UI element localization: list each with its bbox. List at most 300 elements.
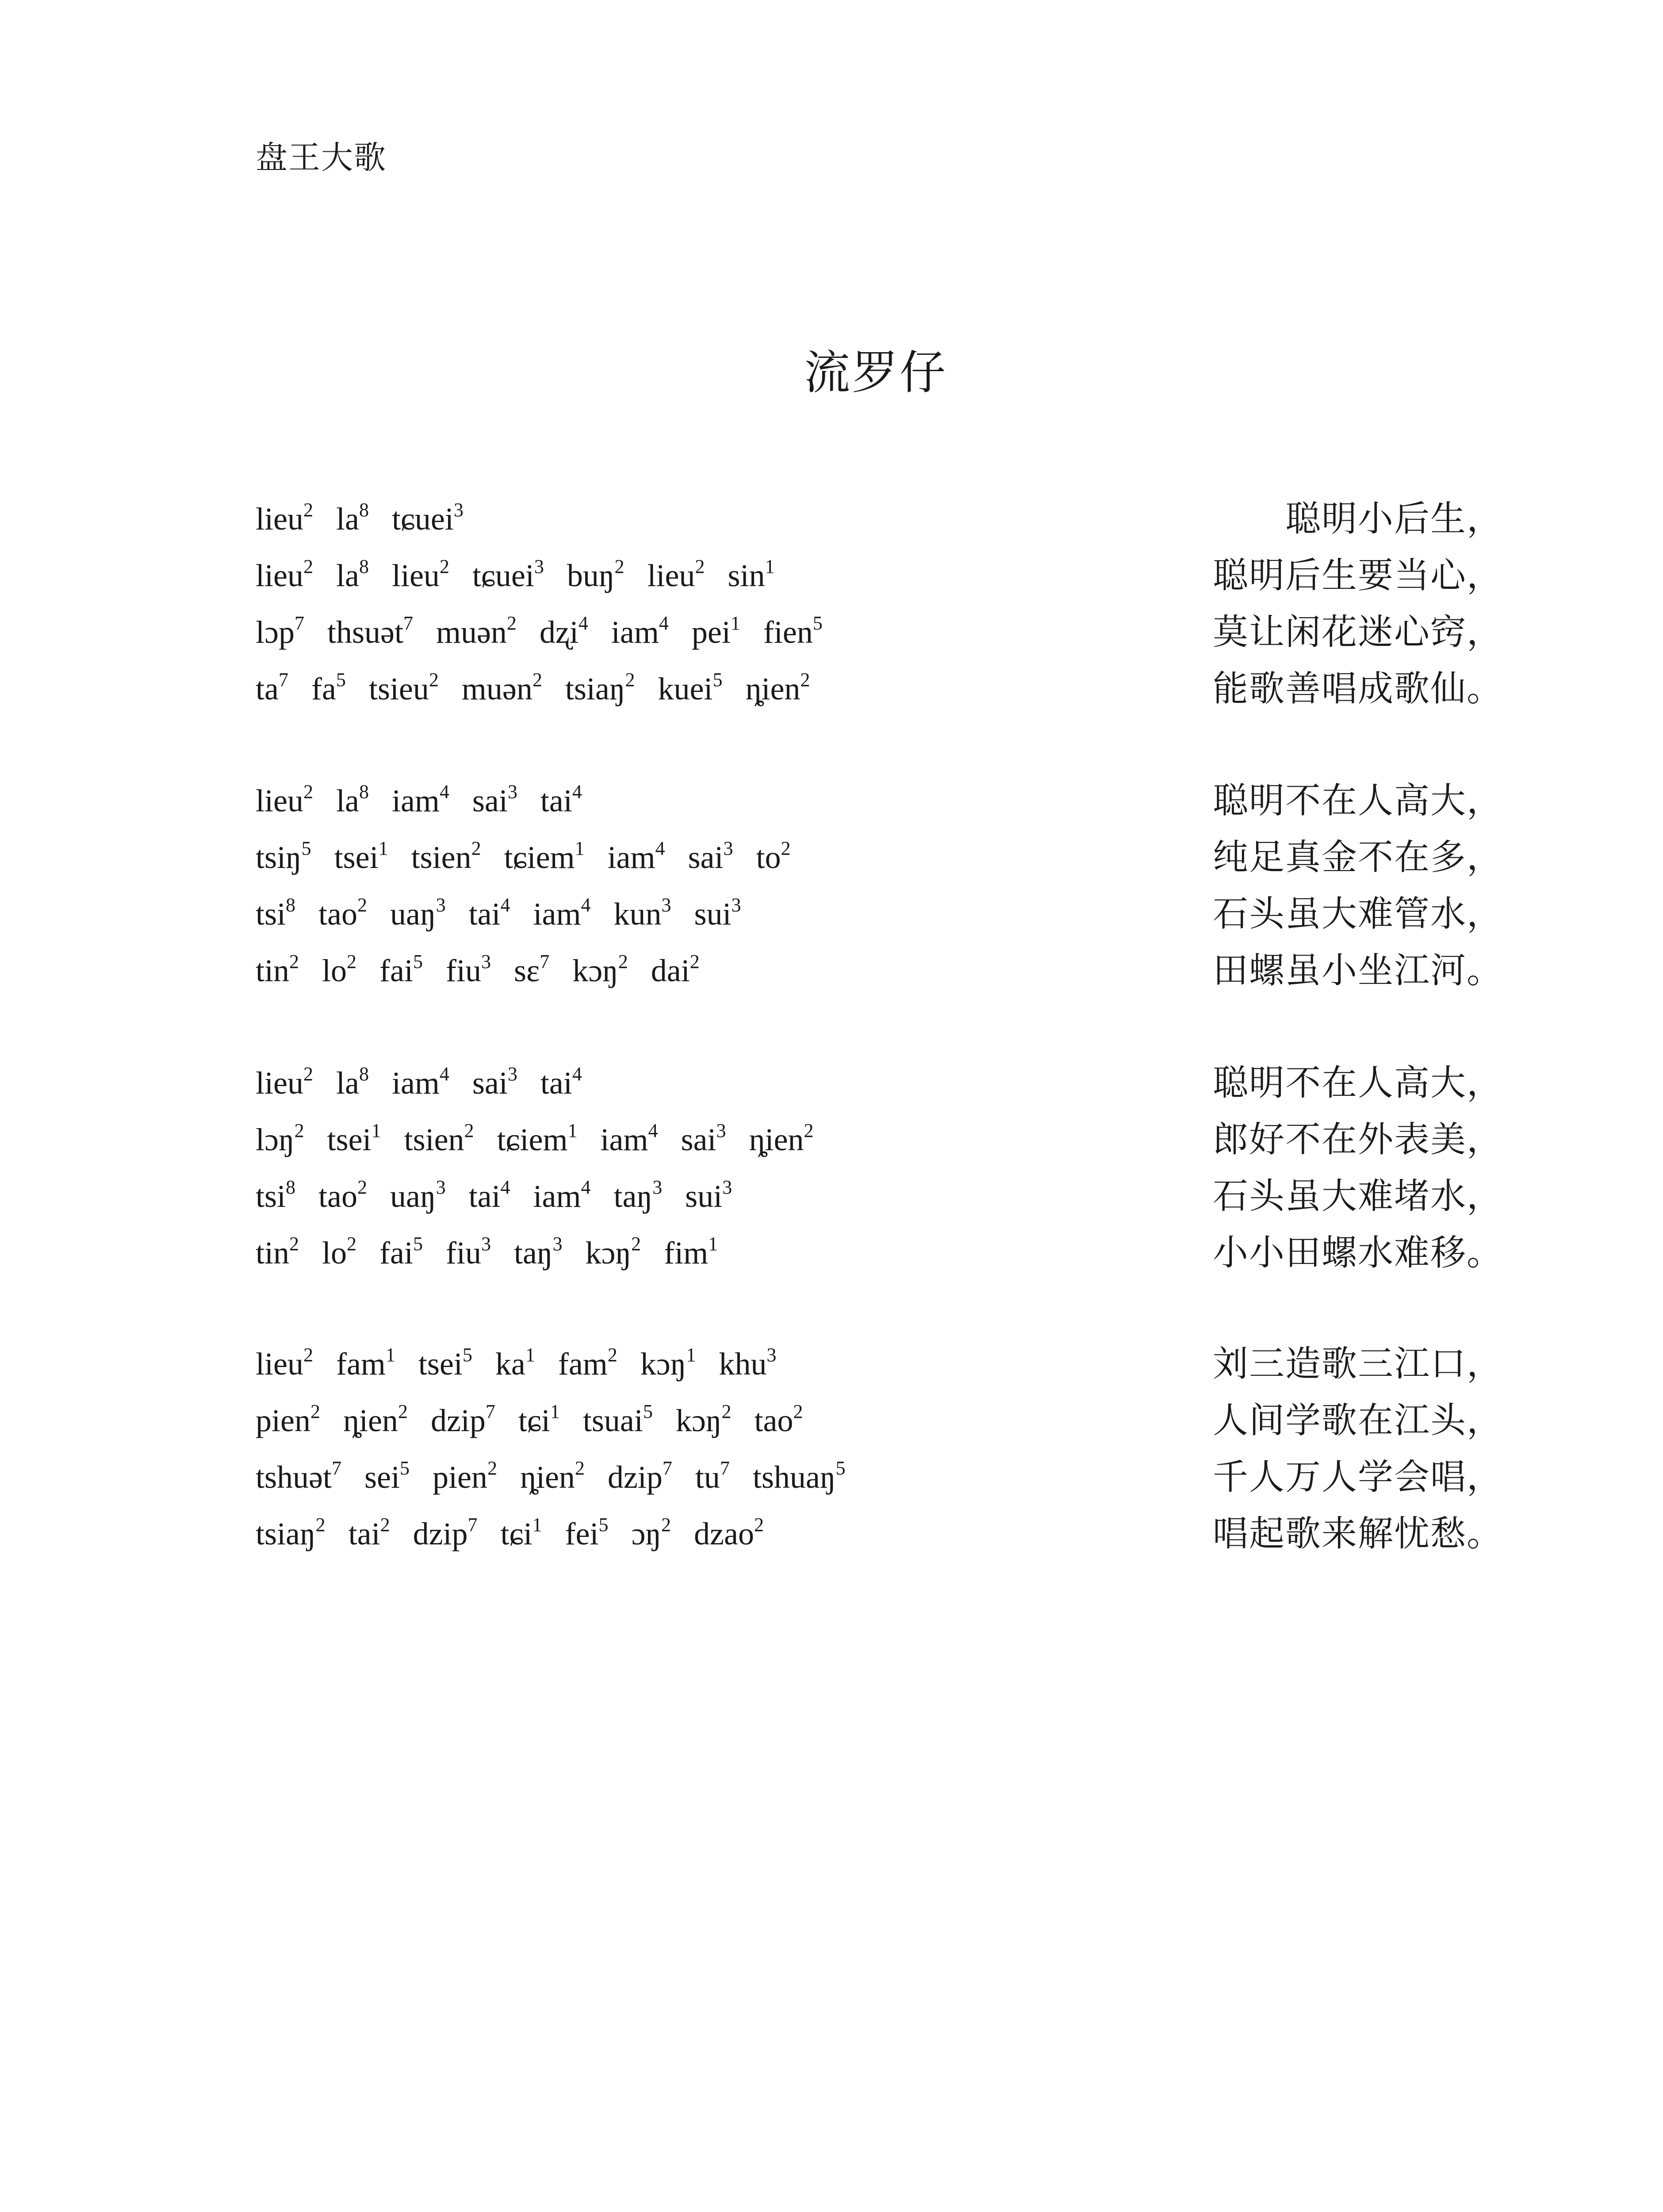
stanza [256, 780, 1503, 1006]
verse-line [256, 780, 1503, 836]
romanization-line [256, 1232, 741, 1274]
syllable [349, 1516, 390, 1551]
syllable-text: tin [256, 953, 290, 988]
verse-line [256, 893, 1503, 949]
syllable [436, 614, 517, 650]
syllable-text: lieu [256, 1065, 303, 1101]
syllable [256, 501, 313, 537]
syllable [614, 896, 671, 932]
tone-number: 4 [581, 894, 591, 916]
tone-number: 2 [357, 894, 367, 916]
tone-number: 2 [310, 1401, 320, 1422]
tone-number: 2 [625, 669, 635, 691]
chinese-translation-line: 田螺虽小坐江河。 [1213, 950, 1503, 991]
romanization-line [256, 780, 605, 822]
syllable [369, 671, 439, 707]
tone-number: 2 [380, 1514, 390, 1536]
syllable-text: sin [728, 558, 765, 593]
syllable [497, 1122, 578, 1157]
syllable [336, 783, 369, 818]
syllable [256, 1065, 313, 1101]
syllable [540, 614, 588, 650]
syllable-text: kun [613, 896, 662, 932]
tone-number: 1 [378, 837, 388, 859]
romanization-line [256, 1513, 787, 1555]
syllable-text: kɔŋ [572, 953, 618, 988]
syllable-text: tsieu [368, 671, 429, 707]
syllable [753, 1459, 846, 1495]
tone-number: 2 [464, 1120, 474, 1141]
syllable-text: la [336, 783, 359, 818]
syllable [681, 1122, 726, 1157]
syllable [256, 1235, 299, 1271]
syllable [390, 896, 446, 932]
syllable [256, 896, 295, 932]
syllable-text: ȵien [343, 1403, 398, 1438]
tone-number: 2 [289, 1233, 299, 1255]
tone-number: 7 [331, 1457, 341, 1479]
chinese-translation-line: 郎好不在外表美， [1213, 1119, 1503, 1160]
syllable-text: lo [322, 1235, 347, 1271]
syllable [256, 1459, 341, 1495]
syllable-text: tai [468, 896, 501, 932]
syllable-text: ȵien [749, 1122, 804, 1157]
chinese-translation-line: 石头虽大难堵水， [1213, 1175, 1503, 1217]
syllable [472, 783, 517, 818]
syllable-text: tɕi [500, 1516, 533, 1551]
tone-number: 4 [648, 1120, 658, 1141]
syllable-text: muən [461, 671, 533, 707]
romanization-line [256, 1456, 868, 1498]
syllable-text: la [336, 558, 359, 593]
chinese-translation-line: 人间学歌在江头， [1213, 1400, 1503, 1441]
tone-number: 3 [481, 951, 491, 972]
syllable-text: tsei [327, 1122, 372, 1157]
syllable-text: sui [685, 1179, 723, 1214]
syllable [756, 837, 791, 875]
tone-number: 2 [357, 1176, 367, 1198]
chinese-translation-line: 纯足真金不在多， [1213, 837, 1503, 878]
syllable [763, 614, 823, 650]
syllable [745, 671, 810, 707]
syllable-text: fiu [445, 953, 481, 988]
syllable [379, 953, 423, 988]
syllable-text: buŋ [567, 558, 615, 593]
syllable [719, 1346, 776, 1382]
tone-number: 2 [607, 1344, 617, 1366]
syllable-text: lo [322, 953, 347, 988]
syllable [256, 1346, 313, 1382]
syllable [256, 1516, 326, 1551]
syllable [364, 1459, 410, 1495]
syllable-text: fim [664, 1235, 709, 1271]
tone-number: 1 [708, 1233, 718, 1255]
syllable-text: tao [318, 896, 357, 932]
syllable-text: dʐi [539, 614, 579, 650]
tone-number: 3 [722, 1176, 732, 1198]
syllable-text: tsien [404, 1122, 464, 1157]
verse-line [256, 611, 1503, 668]
syllable [613, 1176, 663, 1214]
syllable-text: tao [318, 1179, 357, 1214]
verse-line [256, 949, 1503, 1006]
syllable-text: taŋ [613, 1179, 653, 1214]
tone-number: 5 [413, 1233, 423, 1255]
tone-number: 2 [661, 1514, 671, 1536]
romanization-line [256, 611, 846, 653]
syllable [318, 1176, 367, 1214]
tone-number: 1 [686, 1344, 696, 1366]
tone-number: 2 [347, 1233, 357, 1255]
tone-number: 7 [403, 612, 413, 634]
verse-line [256, 1456, 1503, 1513]
tone-number: 1 [575, 837, 585, 859]
stanza [256, 1343, 1503, 1569]
tone-number: 3 [552, 1233, 563, 1255]
tone-number: 1 [765, 556, 775, 577]
syllable-text: lɔŋ [256, 1122, 295, 1157]
tone-number: 2 [347, 951, 357, 972]
syllable [495, 1346, 535, 1382]
syllable [433, 1459, 497, 1495]
syllable [640, 1346, 696, 1382]
syllable-text: tsiaŋ [256, 1516, 316, 1551]
syllable-text: la [336, 1065, 359, 1101]
syllable-text: sui [694, 896, 732, 932]
tone-number: 2 [631, 1233, 641, 1255]
tone-number: 2 [690, 951, 700, 972]
syllable-text: tu [695, 1459, 720, 1495]
tone-number: 3 [507, 781, 517, 803]
romanization-line [256, 1175, 755, 1217]
syllable [607, 837, 665, 875]
syllable-text: tɕiem [504, 840, 575, 875]
syllable-text: fam [558, 1346, 608, 1382]
syllable-text: la [336, 501, 359, 537]
syllable [256, 783, 313, 818]
syllable-text: dai [651, 953, 690, 988]
syllable-text: tshuaŋ [752, 1459, 836, 1495]
tone-number: 5 [399, 1457, 410, 1479]
syllable-text: lieu [256, 1346, 303, 1382]
tone-number: 2 [303, 499, 313, 521]
syllable [256, 1403, 320, 1438]
syllable [572, 953, 628, 988]
syllable [567, 558, 625, 593]
chinese-translation-line: 刘三造歌三江口， [1213, 1343, 1503, 1384]
syllable-text: lɔp [256, 614, 295, 650]
tone-number: 5 [598, 1514, 609, 1536]
tone-number: 5 [713, 669, 723, 691]
chinese-translation-line: 千人万人学会唱， [1213, 1456, 1503, 1498]
tone-number: 2 [800, 669, 810, 691]
chinese-translation-line: 唱起歌来解忧愁。 [1213, 1513, 1503, 1554]
tone-number: 1 [385, 1344, 395, 1366]
tone-number: 4 [578, 612, 588, 634]
tone-number: 7 [720, 1457, 730, 1479]
verse-line [256, 836, 1503, 893]
syllable-text: kɔŋ [640, 1346, 686, 1382]
syllable [446, 953, 491, 988]
syllable [651, 953, 700, 988]
tone-number: 3 [731, 894, 741, 916]
tone-number: 2 [294, 1120, 304, 1141]
syllable-text: tao [754, 1403, 793, 1438]
syllable [311, 671, 346, 707]
syllable [754, 1403, 803, 1438]
verse-line [256, 1399, 1503, 1456]
tone-number: 2 [289, 951, 299, 972]
syllable [446, 1235, 491, 1271]
tone-number: 2 [614, 556, 625, 577]
syllable-text: sai [681, 1122, 717, 1157]
syllable [514, 1235, 563, 1271]
syllable-text: pien [432, 1459, 487, 1495]
tone-number: 3 [716, 1120, 726, 1141]
syllable-text: ȵien [745, 671, 801, 707]
tone-number: 2 [575, 1457, 585, 1479]
tone-number: 1 [525, 1344, 535, 1366]
syllable [694, 896, 741, 932]
syllable [334, 837, 388, 875]
verse-line [256, 1232, 1503, 1288]
tone-number: 3 [661, 894, 671, 916]
tone-number: 3 [507, 1063, 517, 1085]
tone-number: 2 [721, 1401, 732, 1422]
tone-number: 5 [301, 837, 311, 859]
syllable-text: iam [533, 1179, 581, 1214]
syllable [631, 1516, 671, 1551]
syllable-text: tsuai [582, 1403, 643, 1438]
syllable [411, 837, 481, 875]
syllable [533, 1176, 591, 1214]
tone-number: 2 [618, 951, 628, 972]
syllable [392, 558, 449, 593]
syllable-text: tsei [334, 840, 379, 875]
tone-number: 3 [453, 499, 464, 521]
syllable-text: fien [763, 614, 813, 650]
syllable-text: iam [607, 840, 655, 875]
tone-number: 2 [303, 781, 313, 803]
syllable-text: pei [691, 614, 731, 650]
syllable-text: tsi [256, 1179, 286, 1214]
tone-number: 3 [436, 1176, 446, 1198]
syllable-text: kɔŋ [585, 1235, 632, 1271]
syllable [664, 1235, 718, 1271]
syllable [322, 953, 356, 988]
syllable-text: tɕuei [391, 501, 454, 537]
tone-number: 2 [487, 1457, 497, 1479]
syllable-text: tɕuei [472, 558, 534, 593]
syllable-text: to [756, 840, 781, 875]
syllable [472, 558, 544, 593]
syllable-text: kuei [658, 671, 713, 707]
tone-number: 1 [550, 1401, 560, 1422]
syllable-text: lieu [647, 558, 695, 593]
tone-number: 3 [723, 837, 733, 859]
tone-number: 2 [429, 669, 439, 691]
tone-number: 2 [303, 1344, 313, 1366]
syllable [379, 1235, 423, 1271]
syllable [692, 614, 740, 650]
syllable [472, 1065, 517, 1101]
romanization-line [256, 949, 723, 992]
tone-number: 4 [655, 837, 665, 859]
syllable-text: fam [336, 1346, 386, 1382]
syllable [322, 1235, 356, 1271]
syllable-text: thsuət [327, 614, 403, 650]
syllable-text: kɔŋ [675, 1403, 722, 1438]
tone-number: 1 [371, 1120, 381, 1141]
tone-number: 4 [572, 1063, 582, 1085]
syllable [611, 614, 669, 650]
tone-number: 8 [286, 894, 296, 916]
syllable [318, 896, 367, 932]
syllable [586, 1235, 641, 1271]
stanza [256, 1062, 1503, 1288]
verse-line [256, 1513, 1503, 1569]
syllable-text: fa [311, 671, 336, 707]
chinese-translation-line: 聪明小后生， [1285, 498, 1503, 539]
romanization-line [256, 1399, 826, 1442]
syllable-text: tsei [418, 1346, 463, 1382]
tone-number: 8 [359, 781, 369, 803]
tone-number: 2 [695, 556, 705, 577]
tone-number: 1 [532, 1514, 542, 1536]
syllable-text: lieu [256, 558, 303, 593]
tone-number: 2 [793, 1401, 803, 1422]
syllable [392, 501, 464, 537]
romanization-line [256, 668, 833, 710]
syllable-text: lieu [256, 501, 303, 537]
verse-line [256, 668, 1503, 724]
syllable [658, 671, 722, 707]
tone-number: 8 [359, 499, 369, 521]
syllable-text: taŋ [513, 1235, 553, 1271]
syllable-text: tai [540, 783, 572, 818]
tone-number: 8 [359, 1063, 369, 1085]
syllable-text: dzip [413, 1516, 468, 1551]
syllable-text: iam [391, 1065, 440, 1101]
syllable-text: sei [364, 1459, 400, 1495]
syllable-text: khu [719, 1346, 767, 1382]
tone-number: 2 [303, 1063, 313, 1085]
romanization-line [256, 1062, 605, 1104]
syllable-text: muən [436, 614, 507, 650]
syllable [256, 614, 304, 650]
syllable-text: tai [540, 1065, 572, 1101]
syllable [462, 671, 542, 707]
tone-number: 2 [471, 837, 481, 859]
syllable-text: dzip [607, 1459, 663, 1495]
syllable [694, 1516, 764, 1551]
tone-number: 5 [643, 1401, 653, 1422]
chinese-translation-line: 莫让闲花迷心窍， [1213, 611, 1503, 653]
syllable [504, 837, 585, 875]
syllable [685, 1176, 732, 1214]
syllable [518, 1403, 560, 1438]
syllable [256, 953, 299, 988]
tone-number: 4 [439, 781, 449, 803]
tone-number: 7 [278, 669, 288, 691]
tone-number: 4 [439, 1063, 449, 1085]
syllable [256, 837, 311, 875]
syllable [431, 1403, 495, 1438]
syllable [540, 783, 582, 818]
tone-number: 1 [567, 1120, 578, 1141]
syllable-text: ta [256, 671, 279, 707]
syllable-text: tsiaŋ [565, 671, 625, 707]
syllable [392, 783, 449, 818]
tone-number: 2 [781, 837, 791, 859]
syllable [533, 896, 591, 932]
stanza [256, 498, 1503, 724]
syllable-text: sai [688, 840, 724, 875]
syllable-text: tshuət [256, 1459, 332, 1495]
tone-number: 7 [540, 951, 550, 972]
syllable [390, 1176, 446, 1214]
chinese-translation-line: 石头虽大难管水， [1213, 893, 1503, 934]
syllable-text: lieu [256, 783, 303, 818]
tone-number: 4 [659, 612, 669, 634]
syllable-text: tɕiem [497, 1122, 568, 1157]
syllable-text: ɔŋ [631, 1516, 662, 1551]
syllable [565, 671, 635, 707]
tone-number: 5 [835, 1457, 846, 1479]
syllable-text: uaŋ [390, 896, 436, 932]
tone-number: 3 [766, 1344, 777, 1366]
tone-number: 2 [506, 612, 517, 634]
syllable-text: tsien [411, 840, 471, 875]
tone-number: 4 [572, 781, 582, 803]
syllable-text: tsi [256, 896, 286, 932]
syllable [728, 558, 774, 593]
verse-line [256, 498, 1503, 554]
syllable-text: dzao [694, 1516, 754, 1551]
syllable [404, 1122, 474, 1157]
chinese-translation-line: 聪明后生要当心， [1213, 555, 1503, 596]
syllable-text: iam [600, 1122, 648, 1157]
syllable-text: ȵien [520, 1459, 575, 1495]
syllable-text: lieu [391, 558, 440, 593]
syllable-text: iam [611, 614, 659, 650]
tone-number: 3 [534, 556, 544, 577]
syllable [676, 1403, 732, 1438]
poem-title: 流罗仔 [804, 346, 947, 399]
syllable [468, 1176, 510, 1214]
syllable [600, 1122, 658, 1157]
syllable [749, 1122, 813, 1157]
tone-number: 2 [439, 556, 449, 577]
syllable-text: sai [472, 783, 508, 818]
syllable-text: tai [348, 1516, 380, 1551]
tone-number: 2 [315, 1514, 326, 1536]
syllable [520, 1459, 585, 1495]
syllable [558, 1346, 617, 1382]
romanization-line [256, 836, 814, 879]
syllable-text: dzip [430, 1403, 486, 1438]
tone-number: 7 [662, 1457, 672, 1479]
syllable-text: sɛ [513, 953, 540, 988]
chinese-translation-line: 能歌善唱成歌仙。 [1213, 668, 1503, 709]
syllable-text: fei [565, 1516, 599, 1551]
syllable-text: iam [533, 896, 581, 932]
romanization-line [256, 893, 764, 935]
tone-number: 3 [436, 894, 446, 916]
tone-number: 2 [398, 1401, 408, 1422]
tone-number: 7 [485, 1401, 495, 1422]
chinese-translation-line: 聪明不在人高大， [1213, 780, 1503, 821]
